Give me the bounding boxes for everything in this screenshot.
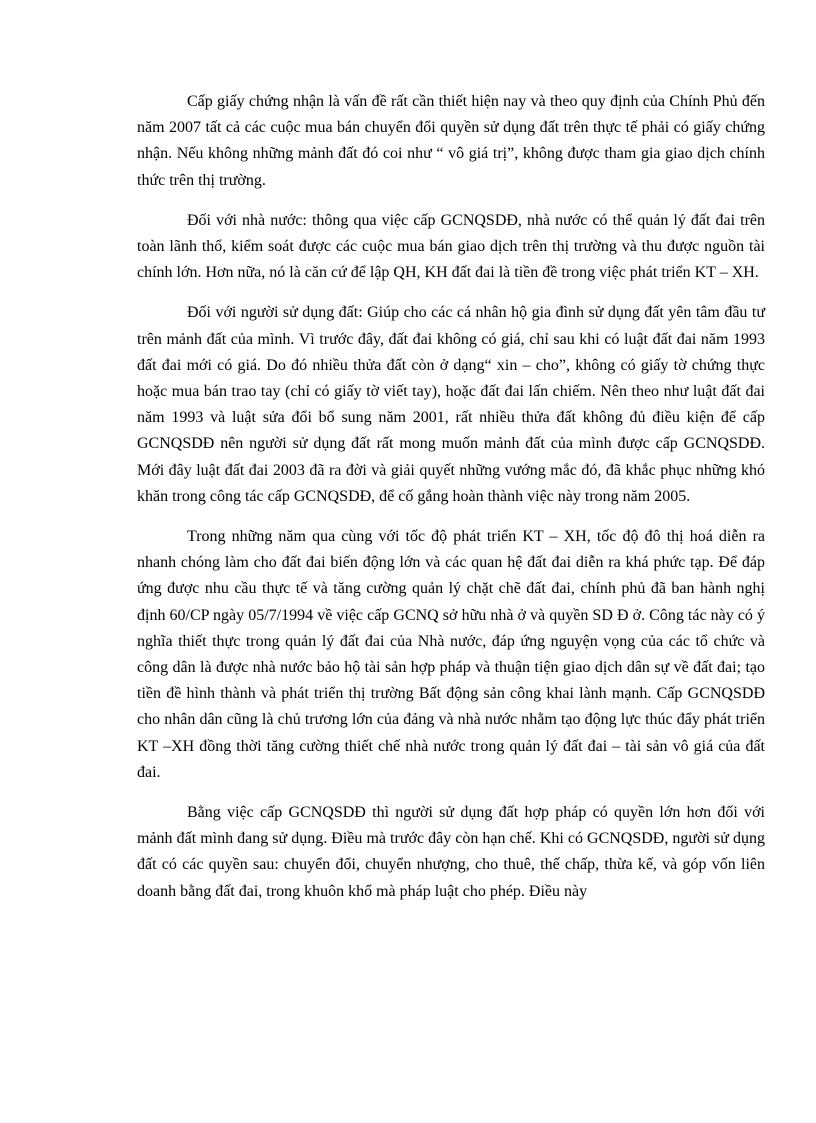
document-page bbox=[137, 89, 765, 905]
paragraph-state-benefits: Đối với nhà nước: thông qua việc cấp GCNQSDĐ, nhà nước có thể quản lý đất đai trên toàn lãnh thổ, kiểm soát được các cuộc mua bán giao dịch trên thị trường và thu được nguồn tài chính lớn. Hơn nữa, nó là căn cứ để lập QH, KH đất đai là tiền đề trong việc phát triển KT – XH. bbox=[137, 211, 765, 282]
paragraph-decree-60cp: Trong những năm qua cùng với tốc độ phát triển KT – XH, tốc độ đô thị hoá diễn ra nhanh chóng làm cho đất đai biến động lớn và các quan hệ đất đai diễn ra khá phức tạp. Để đáp ứng được nhu cầu thực tế và tăng cường quản lý chặt chẽ đất đai, chính phủ đã ban hành nghị định 60/CP ngày 05/7/1994 về việc cấp GCNQ sở hữu nhà ở và quyền SD Đ ở. Công tác này có ý nghĩa thiết thực trong quản lý đất đai của Nhà nước, đáp ứng nguyện vọng của các tổ chức và công dân là được nhà nước bảo hộ tài sản hợp pháp và thuận tiện giao dịch dân sự về đất đai; tạo tiền đề hình thành và phát triển thị trường Bất động sản công khai lành mạnh. Cấp GCNQSDĐ cho nhân dân cũng là chủ trương lớn của đảng và nhà nước nhằm tạo động lực thúc đẩy phát triển KT –XH đồng thời tăng cường thiết chế nhà nước trong quản lý đất đai – tài sản vô giá của đất đai. bbox=[137, 528, 765, 781]
paragraph-land-user-benefits: Đối với người sử dụng đất: Giúp cho các cá nhân hộ gia đình sử dụng đất yên tâm đầu tư trên mảnh đất của mình. Vì trước đây, đất đai không có giá, chỉ sau khi có luật đất đai năm 1993 đất đai mới có giá. Do đó nhiều thửa đất còn ở dạng“ xin – cho”, không có giấy tờ chứng thực hoặc mua bán trao tay (chỉ có giấy tờ viết tay), hoặc đất đai lấn chiếm. Nên theo như luật đất đai năm 1993 và luật sửa đổi bổ sung năm 2001, rất nhiều thửa đất không đủ điều kiện để cấp GCNQSDĐ nên người sử dụng đất rất mong muốn mảnh đất của mình được cấp GCNQSDĐ. Mới đây luật đất đai 2003 đã ra đời và giải quyết những vướng mắc đó, đã khắc phục những khó khăn trong công tác cấp GCNQSDĐ, để cố gắng hoàn thành việc này trong năm 2005. bbox=[137, 304, 765, 505]
paragraph-certificate-necessity: Cấp giấy chứng nhận là vấn đề rất cần thiết hiện nay và theo quy định của Chính Phủ đến năm 2007 tất cả các cuộc mua bán chuyển đổi quyền sử dụng đất trên thực tế phải có giấy chứng nhận. Nếu không những mảnh đất đó coi như “ vô giá trị”, không được tham gia giao dịch chính thức trên thị trường. bbox=[137, 93, 765, 189]
paragraph-user-rights: Bằng việc cấp GCNQSDĐ thì người sử dụng đất hợp pháp có quyền lớn hơn đối với mảnh đất mình đang sử dụng. Điều mà trước đây còn hạn chế. Khi có GCNQSDĐ, người sử dụng đất có các quyền sau: chuyển đổi, chuyển nhượng, cho thuê, thế chấp, thừa kế, và góp vốn liên doanh bằng đất đai, trong khuôn khổ mà pháp luật cho phép. Điều này bbox=[137, 804, 765, 900]
